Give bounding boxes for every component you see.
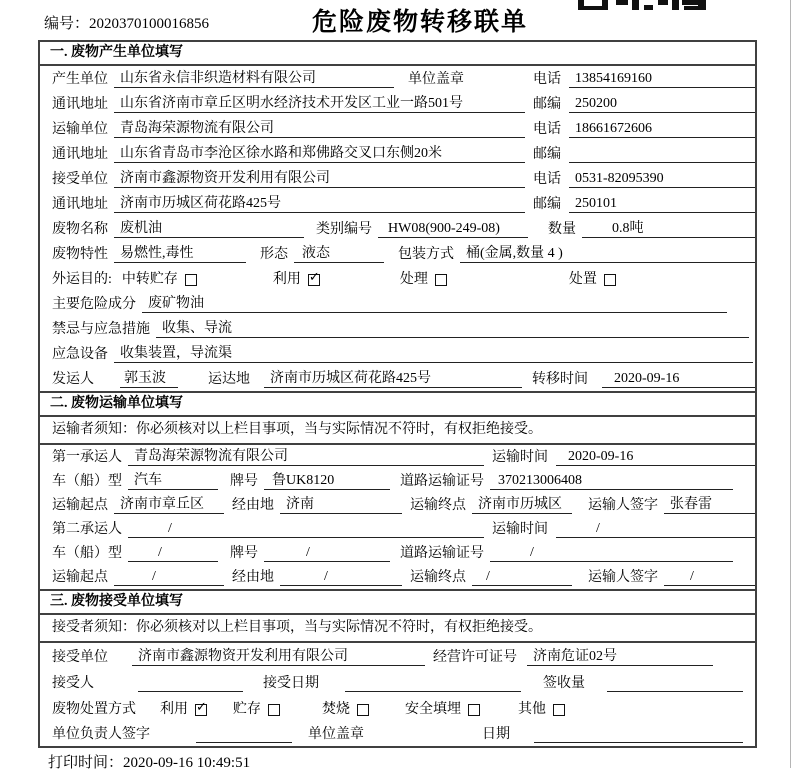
license-field: 济南危证02号 [527,648,713,666]
page-title: 危险废物转移联单 [311,9,528,36]
phone-label: 电话 [533,172,561,187]
purpose-label: 外运目的: [52,272,112,287]
manifest-table [38,40,757,748]
producer-address-row [40,91,755,116]
accept-unit-row [40,643,755,669]
plate-label: 牌号 [230,474,258,489]
producer-field: 山东省永信非织造材料有限公司 [114,70,394,88]
vehicle-type-label: 车（船）型 [52,474,122,489]
other-checkbox [553,704,565,716]
transport-time-field: 2020-09-16 [556,448,755,466]
address-field: 山东省济南市章丘区明水经济技术开发区工业一路501号 [114,95,525,113]
carrier-sign-label: 运输人签字 [588,498,658,513]
accept-date-label: 接受日期 [263,676,319,691]
address-label: 通讯地址 [52,147,108,162]
consignor-label: 发运人 [52,372,94,387]
phone-field: 0531-82095390 [569,170,755,188]
transporter-row [40,116,755,141]
packing-field: 桶(金属,数量 4 ) [460,245,755,263]
plate-field: / [264,544,390,562]
disposal-row [40,695,755,721]
via-label: 经由地 [232,570,274,585]
consignor-row [40,366,755,391]
print-time-label: 打印时间： [48,755,124,771]
acceptor-row [40,669,755,695]
incinerate-checkbox [357,704,369,716]
vehicle-row [40,469,755,493]
road-permit-label: 道路运输证号 [400,546,484,561]
transport-time-label: 运输时间 [492,522,548,537]
page-edge-line [790,0,791,768]
vehicle-type-field: / [128,544,218,562]
taboo-field: 收集、导流 [156,320,749,338]
section3-header: 三. 废物接受单位填写 [40,589,755,615]
carrier-field: / [128,520,484,538]
producer-row [40,66,755,91]
acceptor-label: 接受人 [52,676,94,691]
section2-header: 二. 废物运输单位填写 [40,391,755,417]
zip-label: 邮编 [533,147,561,162]
producer-label: 产生单位 [52,72,108,87]
accept-unit-label: 接受单位 [52,650,108,665]
emergency-equipment-row [40,341,755,366]
first-carrier-row [40,445,755,469]
accept-date-field [345,675,521,692]
manager-sign-field [196,726,292,743]
purpose-option-label: 利用 [272,272,301,287]
treat-checkbox [435,274,447,286]
taboo-label: 禁忌与应急措施 [52,322,150,337]
via-field: 济南 [280,496,402,514]
character-label: 废物特性 [52,247,108,262]
quantity-field: 0.8吨 [582,220,755,238]
endpoint-label: 运输终点 [410,498,466,513]
transporter-notice: 运输者须知：你必须核对以上栏目事项，当与实际情况不符时，有权拒绝接受。 [40,417,755,445]
address-field: 济南市历城区荷花路425号 [114,195,525,213]
waste-name-label: 废物名称 [52,222,108,237]
address-label: 通讯地址 [52,97,108,112]
road-permit-field: 370213006408 [490,472,733,490]
quantity-label: 数量 [548,222,576,237]
hazard-label: 主要危险成分 [52,297,136,312]
disposal-option-label: 焚烧 [322,702,350,717]
form-field: 液态 [294,245,384,263]
receiver-address-row [40,191,755,216]
received-qty-label: 签收量 [543,676,585,691]
date-label: 日期 [482,727,510,742]
zip-label: 邮编 [533,197,561,212]
zip-field [569,146,755,163]
date-field [534,726,743,743]
transfer-time-field: 2020-09-16 [602,370,755,388]
vehicle-type-field: 汽车 [128,472,218,490]
print-time-value: 2020-09-16 10:49:51 [123,755,251,771]
vehicle-type-label: 车（船）型 [52,546,122,561]
manager-sign-row [40,721,755,746]
phone-label: 电话 [533,122,561,137]
disposal-option-label: 贮存 [233,702,261,717]
purpose-row [40,266,755,291]
address-field: 山东省青岛市李沧区徐水路和郑佛路交叉口东侧20米 [114,145,525,163]
plate-label: 牌号 [230,546,258,561]
disposal-option-label: 安全填埋 [405,702,461,717]
carrier-sign-field: / [664,568,755,586]
receiver-row [40,166,755,191]
road-permit-label: 道路运输证号 [400,474,484,489]
document-number-label: 编号： [44,16,90,32]
disposal-option-label: 其他 [518,702,546,717]
form-label: 形态 [260,247,288,262]
transporter-field: 青岛海荣源物流有限公司 [114,120,525,138]
phone-field: 18661672606 [569,120,755,138]
hazard-field: 废矿物油 [142,295,727,313]
print-time [48,751,250,772]
phone-field: 13854169160 [569,70,755,88]
transfer-time-label: 转移时间 [532,372,588,387]
utilize-checkbox [308,274,320,286]
phone-label: 电话 [533,72,561,87]
origin-label: 运输起点 [52,498,108,513]
purpose-option-label: 中转贮存 [121,272,178,287]
unit-seal-label: 单位盖章 [308,727,364,742]
carrier-sign-field: 张春雷 [664,496,755,514]
zip-field: 250200 [569,95,755,113]
disposal-option-label: 利用 [160,702,188,717]
via-label: 经由地 [232,498,274,513]
carrier-label: 第一承运人 [52,450,122,465]
plate-field: 鲁UK8120 [264,472,390,490]
taboo-row [40,316,755,341]
receiver-field: 济南市鑫源物资开发利用有限公司 [114,170,525,188]
license-label: 经营许可证号 [433,650,517,665]
received-qty-field [607,675,743,692]
accept-unit-field: 济南市鑫源物资开发利用有限公司 [132,648,425,666]
waste-name-row [40,216,755,241]
address-label: 通讯地址 [52,197,108,212]
disposal-label: 废物处置方式 [52,702,136,717]
section1-header: 一. 废物产生单位填写 [40,42,755,66]
dispose-checkbox [604,274,616,286]
via-field: / [280,568,402,586]
carrier-sign-label: 运输人签字 [588,570,658,585]
route-row [40,493,755,517]
transporter-label: 运输单位 [52,122,108,137]
origin-field: / [114,568,224,586]
category-field: HW08(900-249-08) [378,220,528,238]
manager-sign-label: 单位负责人签字 [52,727,150,742]
destination-field: 济南市历城区荷花路425号 [264,370,522,388]
acceptor-field [138,675,243,692]
endpoint-label: 运输终点 [410,570,466,585]
second-carrier-row [40,517,755,541]
zip-label: 邮编 [533,97,561,112]
transporter-address-row [40,141,755,166]
carrier-field: 青岛海荣源物流有限公司 [128,448,484,466]
document-number-value: 2020370100016856 [89,16,210,32]
receiver-label: 接受单位 [52,172,108,187]
origin-field: 济南市章丘区 [114,496,224,514]
transfer-storage-checkbox [185,274,197,286]
endpoint-field: / [472,568,572,586]
carrier-label: 第二承运人 [52,522,122,537]
character-field: 易燃性,毒性 [114,245,246,263]
utilize-checkbox [195,704,207,716]
equipment-label: 应急设备 [52,347,108,362]
road-permit-field: / [490,544,733,562]
landfill-checkbox [468,704,480,716]
packing-label: 包装方式 [398,247,454,262]
waste-name-field: 废机油 [114,220,304,238]
unit-seal-label: 单位盖章 [408,72,464,87]
origin-label: 运输起点 [52,570,108,585]
purpose-option-label: 处置 [568,272,597,287]
equipment-field: 收集装置，导流渠 [114,345,753,363]
transport-time-field: / [556,520,755,538]
endpoint-field: 济南市历城区 [472,496,572,514]
waste-character-row [40,241,755,266]
category-label: 类别编号 [316,222,372,237]
zip-field: 250101 [569,195,755,213]
transport-time-label: 运输时间 [492,450,548,465]
route-row-2 [40,565,755,589]
hazard-row [40,291,755,316]
destination-label: 运达地 [208,372,250,387]
storage-checkbox [268,704,280,716]
receiver-notice: 接受者须知：你必须核对以上栏目事项，当与实际情况不符时，有权拒绝接受。 [40,615,755,643]
purpose-option-label: 处理 [399,272,428,287]
vehicle-row-2 [40,541,755,565]
consignor-field: 郭玉波 [120,370,178,388]
